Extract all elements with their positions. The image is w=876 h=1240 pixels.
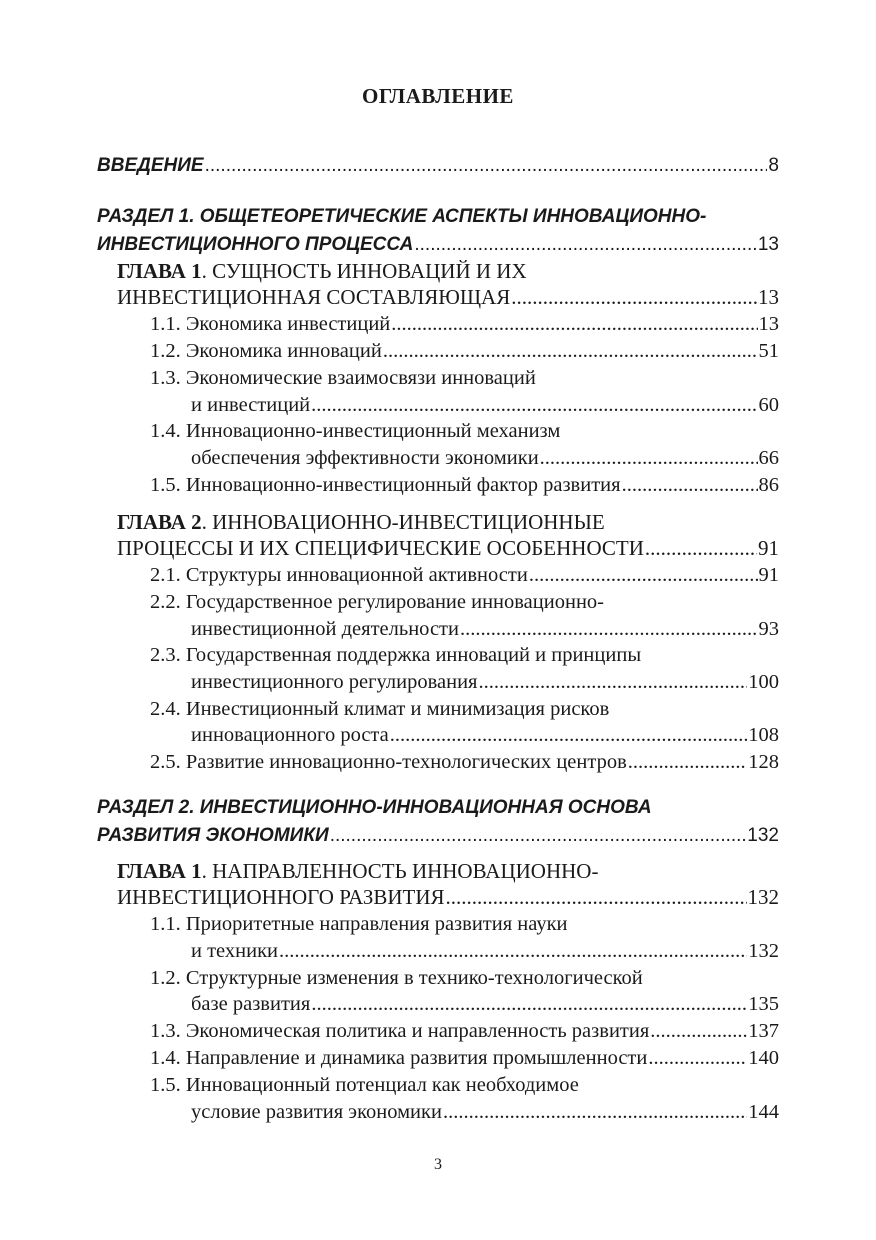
item-title: Приоритетные направления развития науки (185, 913, 568, 935)
page-number: 3 (434, 1156, 442, 1173)
dot-leader (391, 311, 757, 338)
item-number: 1.2. (150, 967, 181, 989)
item-page: 93 (758, 618, 779, 640)
item-title: Государственная поддержка инноваций и принципы (185, 644, 642, 666)
chapter-page: 132 (747, 885, 779, 909)
toc-entry-2-1-1[interactable] (191, 938, 779, 965)
dot-leader (383, 338, 758, 365)
section-2-page: 132 (747, 825, 779, 846)
toc-entry-2-1-5-line1[interactable] (150, 1072, 579, 1099)
item-number: 1.3. (150, 1020, 181, 1042)
item-page: 128 (748, 751, 779, 773)
toc-heading: ОГЛАВЛЕНИЕ (362, 84, 514, 108)
section-2-title-line1[interactable]: РАЗДЕЛ 2. ИНВЕСТИЦИОННО-ИННОВАЦИОННАЯ ОСНОВА (97, 797, 652, 818)
chapter-title-line2: ИНВЕСТИЦИОННОГО РАЗВИТИЯ (117, 885, 445, 909)
chapter-title: . СУЩНОСТЬ ИННОВАЦИЙ И ИХ (201, 259, 527, 283)
dot-leader (311, 392, 757, 419)
item-title: Развитие инновационно-технологических центров (185, 751, 627, 773)
toc-entry-1-2-5[interactable] (150, 749, 779, 776)
dot-leader (478, 669, 747, 696)
item-number: 2.2. (150, 591, 181, 613)
item-title-line2: инновационного роста (191, 724, 389, 746)
chapter-label: ГЛАВА 2 (117, 510, 202, 534)
intro-title: ВВЕДЕНИЕ (97, 155, 204, 176)
dot-leader (311, 991, 747, 1018)
item-title-line2: обеспечения эффективности экономики (191, 447, 539, 469)
item-number: 1.1. (150, 913, 181, 935)
item-number: 2.5. (150, 751, 181, 773)
toc-entry-1-1-3-line1[interactable] (150, 365, 536, 392)
dot-leader (446, 884, 747, 911)
chapter-1-2-title-line1[interactable] (117, 509, 605, 536)
toc-entry-2-1-4[interactable] (150, 1045, 779, 1072)
dot-leader (648, 1045, 747, 1072)
toc-entry-chapter-1-1[interactable] (117, 284, 779, 311)
item-title: Инновационно-инвестиционный механизм (185, 420, 561, 442)
item-title: Государственное регулирование инновационно- (185, 591, 604, 613)
item-title-line2: базе развития (191, 993, 311, 1015)
dot-leader (511, 284, 757, 311)
dot-leader (279, 938, 747, 965)
chapter-title: . НАПРАВЛЕННОСТЬ ИННОВАЦИОННО- (201, 859, 599, 883)
dot-leader (330, 822, 747, 849)
item-title: Экономические взаимосвязи инноваций (185, 367, 536, 389)
item-title: Экономика инвестиций (185, 313, 391, 335)
dot-leader (622, 472, 758, 499)
item-page: 60 (758, 394, 779, 416)
item-number: 2.1. (150, 564, 181, 586)
chapter-title: . ИННОВАЦИОННО-ИНВЕСТИЦИОННЫЕ (201, 510, 605, 534)
item-title-line2: и техники (191, 940, 279, 962)
section-1-title-line1[interactable]: РАЗДЕЛ 1. ОБЩЕТЕОРЕТИЧЕСКИЕ АСПЕКТЫ ИННОВАЦИОННО- (97, 206, 707, 227)
item-page: 132 (748, 940, 779, 962)
dot-leader (460, 616, 758, 643)
item-title: Экономика инноваций (185, 340, 382, 362)
item-title: Инновационно-инвестиционный фактор развития (185, 474, 621, 496)
item-number: 1.5. (150, 1074, 181, 1096)
toc-entry-1-1-2[interactable] (150, 338, 779, 365)
chapter-title-line2: ПРОЦЕССЫ И ИХ СПЕЦИФИЧЕСКИЕ ОСОБЕННОСТИ (117, 536, 644, 560)
toc-entry-section-2[interactable] (97, 822, 779, 849)
item-page: 144 (748, 1101, 779, 1123)
item-number: 1.3. (150, 367, 181, 389)
item-number: 1.2. (150, 340, 181, 362)
toc-entry-1-2-2[interactable] (191, 616, 779, 643)
toc-entry-chapter-2-1[interactable] (117, 884, 779, 911)
dot-leader (205, 152, 768, 179)
toc-entry-2-1-1-line1[interactable] (150, 911, 568, 938)
dot-leader (628, 749, 747, 776)
item-page: 135 (748, 993, 779, 1015)
item-title: Инновационный потенциал как необходимое (185, 1074, 579, 1096)
item-title: Направление и динамика развития промышленности (185, 1047, 648, 1069)
dot-leader (650, 1018, 747, 1045)
item-title: Экономическая политика и направленность развития (185, 1020, 650, 1042)
item-page: 13 (758, 313, 779, 335)
item-page: 51 (758, 340, 779, 362)
section-1-title-line2: ИНВЕСТИЦИОННОГО ПРОЦЕССА (97, 234, 414, 255)
chapter-title-line2: ИНВЕСТИЦИОННАЯ СОСТАВЛЯЮЩАЯ (117, 285, 511, 309)
toc-entry-1-2-3-line1[interactable] (150, 642, 641, 669)
chapter-label: ГЛАВА 1 (117, 859, 202, 883)
item-page: 91 (758, 564, 779, 586)
toc-entry-chapter-1-2[interactable] (117, 535, 779, 562)
toc-entry-1-2-4-line1[interactable] (150, 696, 609, 723)
item-number: 2.3. (150, 644, 181, 666)
section-2-title-line2: РАЗВИТИЯ ЭКОНОМИКИ (97, 825, 329, 846)
item-page: 86 (758, 474, 779, 496)
item-number: 2.4. (150, 698, 181, 720)
item-page: 108 (748, 724, 779, 746)
item-title-line2: и инвестиций (191, 394, 311, 416)
toc-entry-1-1-1[interactable] (150, 311, 779, 338)
dot-leader (529, 562, 758, 589)
item-number: 1.4. (150, 420, 181, 442)
chapter-label: ГЛАВА 1 (117, 259, 202, 283)
item-title: Инвестиционный климат и минимизация рисков (185, 698, 610, 720)
toc-page (97, 0, 779, 1240)
dot-leader (390, 722, 748, 749)
item-page: 66 (758, 447, 779, 469)
chapter-page: 91 (758, 536, 779, 560)
toc-entry-1-2-1[interactable] (150, 562, 779, 589)
toc-entry-2-1-2-line1[interactable] (150, 965, 643, 992)
toc-entry-1-1-4[interactable] (191, 445, 779, 472)
item-title-line2: условие развития экономики (191, 1101, 442, 1123)
chapter-page: 13 (758, 285, 779, 309)
toc-entry-intro[interactable] (97, 152, 779, 179)
toc-entry-1-2-2-line1[interactable] (150, 589, 604, 616)
section-1-page: 13 (757, 234, 779, 255)
toc-entry-2-1-3[interactable] (150, 1018, 779, 1045)
item-page: 140 (748, 1047, 779, 1069)
dot-leader (540, 445, 758, 472)
toc-entry-2-1-5[interactable] (191, 1099, 779, 1126)
toc-entry-2-1-2[interactable] (191, 991, 779, 1018)
toc-entry-1-2-3[interactable] (191, 669, 779, 696)
chapter-2-1-title-line1[interactable] (117, 858, 598, 885)
toc-entry-1-1-5[interactable] (150, 472, 779, 499)
item-page: 100 (748, 671, 779, 693)
dot-leader (414, 231, 756, 258)
chapter-1-1-title-line1[interactable] (117, 258, 527, 285)
item-page: 137 (748, 1020, 779, 1042)
item-number: 1.1. (150, 313, 181, 335)
dot-leader (443, 1099, 747, 1126)
item-number: 1.5. (150, 474, 181, 496)
dot-leader (645, 535, 757, 562)
item-title-line2: инвестиционного регулирования (191, 671, 478, 693)
toc-entry-1-1-4-line1[interactable] (150, 418, 560, 445)
toc-entry-section-1[interactable] (97, 231, 779, 258)
toc-entry-1-1-3[interactable] (191, 392, 779, 419)
item-title: Структурные изменения в технико-технологической (185, 967, 643, 989)
intro-page: 8 (768, 155, 779, 176)
item-number: 1.4. (150, 1047, 181, 1069)
toc-entry-1-2-4[interactable] (191, 722, 779, 749)
item-title-line2: инвестиционной деятельности (191, 618, 459, 640)
item-title: Структуры инновационной активности (185, 564, 528, 586)
